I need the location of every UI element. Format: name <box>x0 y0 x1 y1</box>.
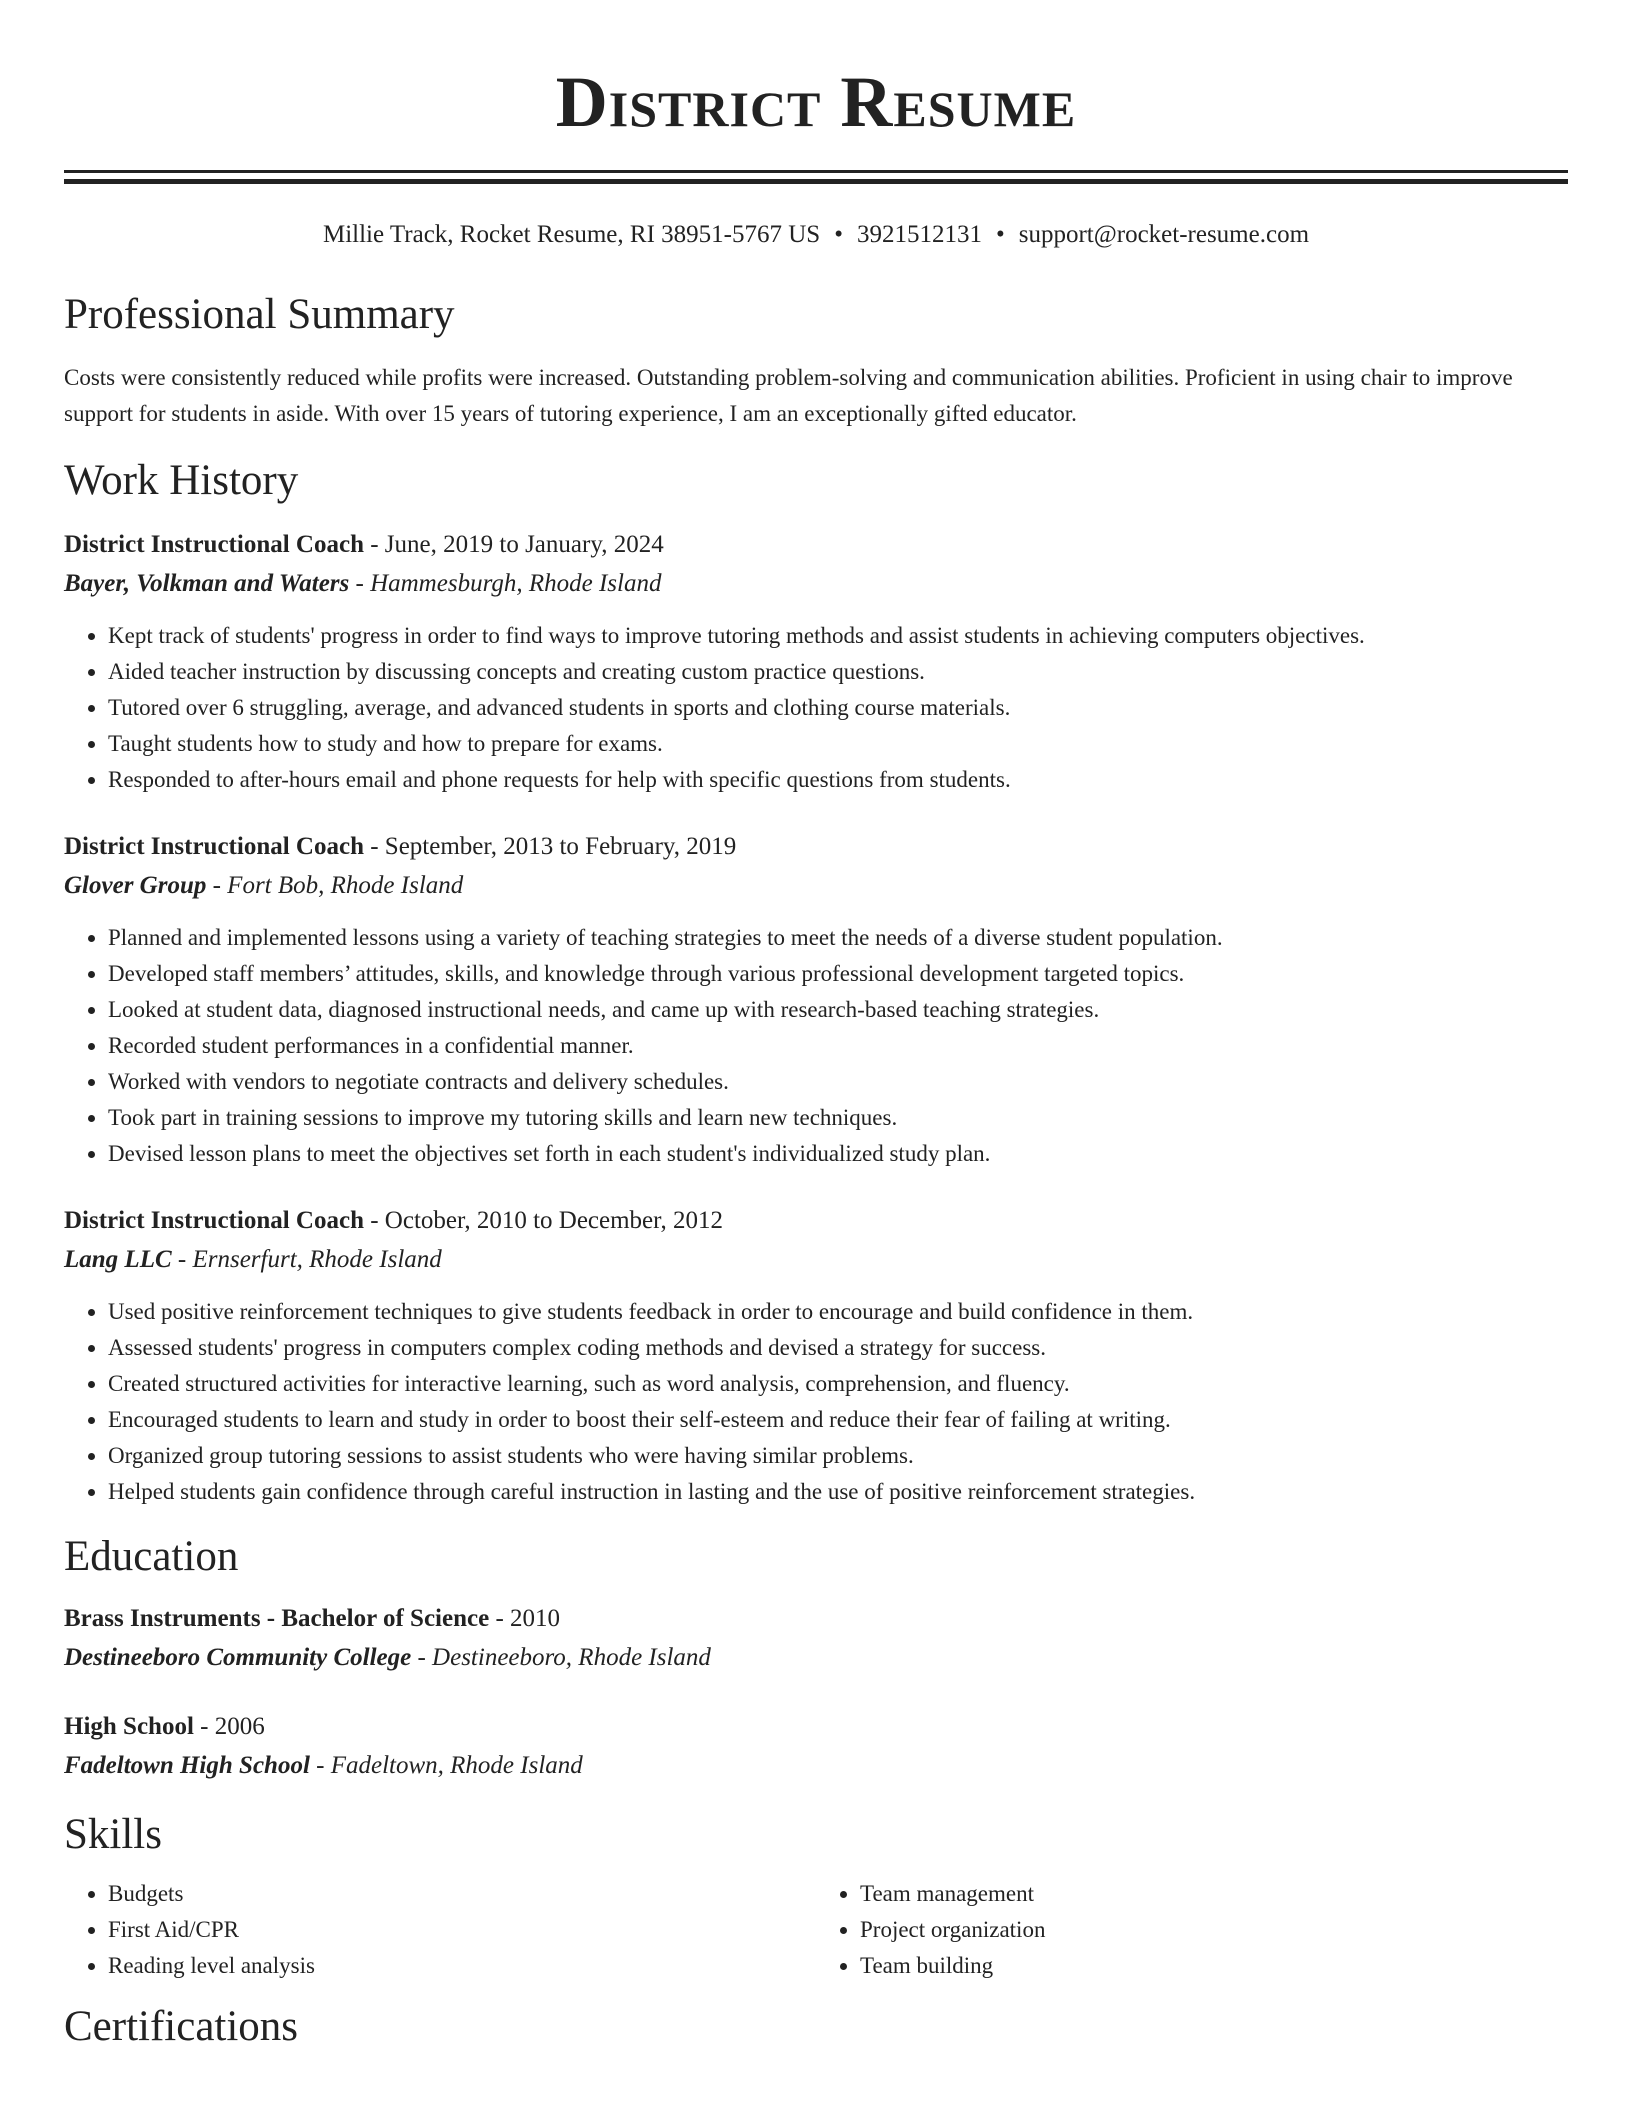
job-bullet: • Encouraged students to learn and study in order to boost their self-esteem and reduce their fear of failing at writing. <box>108 1402 1568 1438</box>
job-bullets <box>64 920 1568 1172</box>
job-bullet: • Responded to after-hours email and phone requests for help with specific questions from students. <box>108 762 1568 798</box>
job-location: - Ernserfurt, Rhode Island <box>171 1246 442 1273</box>
contact-email: support@rocket-resume.com <box>1018 221 1310 248</box>
skills-heading: Skills <box>64 1811 162 1858</box>
job-bullet: • Used positive reinforcement techniques to give students feedback in order to encourage and build confidence in them. <box>108 1294 1568 1330</box>
skill-item: • Team building <box>860 1948 1568 1984</box>
job-entry <box>64 526 1568 798</box>
job-bullet: • Created structured activities for interactive learning, such as word analysis, comprehension, and fluency. <box>108 1366 1568 1402</box>
contact-separator: • <box>995 221 1005 248</box>
skills-columns <box>64 1870 1568 1984</box>
job-company: Bayer, Volkman and Waters <box>64 570 350 597</box>
education-location: - Destineeboro, Rhode Island <box>411 1644 711 1671</box>
summary-text: Costs were consistently reduced while profits were increased. Outstanding problem-solving and communication abilities. Proficient in using chair to improve support for students in aside. With over 15 years of tutoring experience, I am an exceptionally gifted educator. <box>64 365 1513 426</box>
job-bullet: • Devised lesson plans to meet the objectives set forth in each student's individualized study plan. <box>108 1136 1568 1172</box>
education-degree: High School <box>64 1713 194 1740</box>
education-heading: Education <box>64 1533 239 1580</box>
job-bullet: • Planned and implemented lessons using a variety of teaching strategies to meet the needs of a diverse student population. <box>108 920 1568 956</box>
job-company: Lang LLC <box>64 1246 172 1273</box>
job-bullet: • Developed staff members’ attitudes, skills, and knowledge through various professional development targeted topics. <box>108 956 1568 992</box>
job-bullet: • Took part in training sessions to improve my tutoring skills and learn new techniques. <box>108 1100 1568 1136</box>
job-title: District Instructional Coach <box>64 1207 364 1234</box>
education-year: - 2010 <box>489 1605 561 1632</box>
job-title: District Instructional Coach <box>64 531 364 558</box>
job-bullet: • Worked with vendors to negotiate contracts and delivery schedules. <box>108 1064 1568 1100</box>
job-entry <box>64 1202 1568 1510</box>
job-bullets <box>64 618 1568 798</box>
job-entry <box>64 828 1568 1172</box>
education-degree-line <box>64 1708 1568 1746</box>
job-bullet: • Aided teacher instruction by discussing concepts and creating custom practice questions. <box>108 654 1568 690</box>
job-bullet: • Taught students how to study and how to prepare for exams. <box>108 726 1568 762</box>
skill-item: • Project organization <box>860 1912 1568 1948</box>
certifications-heading: Certifications <box>64 2003 299 2050</box>
skill-item: • Team management <box>860 1876 1568 1912</box>
skill-item: • Budgets <box>108 1876 816 1912</box>
job-location: - Fort Bob, Rhode Island <box>206 872 464 899</box>
education-school: Destineeboro Community College <box>64 1644 412 1671</box>
contact-separator: • <box>834 221 843 248</box>
job-title: District Instructional Coach <box>64 833 364 860</box>
skill-item: • Reading level analysis <box>108 1948 816 1984</box>
job-employer-line <box>64 1240 1568 1280</box>
job-employer-line <box>64 564 1568 604</box>
job-dates: - September, 2013 to February, 2019 <box>363 833 737 860</box>
job-dates: - June, 2019 to January, 2024 <box>363 531 664 558</box>
job-bullet: • Assessed students' progress in computers complex coding methods and devised a strategy for success. <box>108 1330 1568 1366</box>
education-entry <box>64 1708 1568 1786</box>
job-bullets <box>64 1294 1568 1510</box>
work-history-heading: Work History <box>64 457 299 504</box>
resume-title: District Resume <box>555 62 1077 142</box>
education-year: - 2006 <box>193 1713 265 1740</box>
contact-line <box>64 220 1568 250</box>
title-rule-thick <box>64 179 1568 184</box>
job-role-line <box>64 526 1568 564</box>
education-location: - Fadeltown, Rhode Island <box>309 1752 583 1779</box>
job-employer-line <box>64 866 1568 906</box>
job-bullet: • Organized group tutoring sessions to assist students who were having similar problems. <box>108 1438 1568 1474</box>
job-bullet: • Kept track of students' progress in order to find ways to improve tutoring methods and assist students in achieving computers objectives. <box>108 618 1568 654</box>
education-entry <box>64 1600 1568 1678</box>
job-company: Glover Group <box>64 872 207 899</box>
contact-address: Millie Track, Rocket Resume, RI 38951-5767 US <box>322 221 821 248</box>
title-rule-thin <box>64 170 1568 173</box>
education-school: Fadeltown High School <box>64 1752 310 1779</box>
job-bullet: • Looked at student data, diagnosed instructional needs, and came up with research-based teaching strategies. <box>108 992 1568 1028</box>
education-school-line <box>64 1638 1568 1678</box>
skill-item: • First Aid/CPR <box>108 1912 816 1948</box>
summary-heading: Professional Summary <box>64 291 455 338</box>
job-role-line <box>64 828 1568 866</box>
job-dates: - October, 2010 to December, 2012 <box>363 1207 723 1234</box>
education-school-line <box>64 1746 1568 1786</box>
resume-page <box>64 0 1568 2052</box>
job-bullet: • Recorded student performances in a confidential manner. <box>108 1028 1568 1064</box>
contact-phone: 3921512131 <box>856 221 982 248</box>
job-bullet: • Helped students gain confidence through careful instruction in lasting and the use of positive reinforcement strategies. <box>108 1474 1568 1510</box>
education-degree: Brass Instruments - Bachelor of Science <box>64 1605 490 1632</box>
skills-list-right <box>816 1876 1568 1984</box>
job-role-line <box>64 1202 1568 1240</box>
skills-list-left <box>64 1876 816 1984</box>
job-bullet: • Tutored over 6 struggling, average, and advanced students in sports and clothing course materials. <box>108 690 1568 726</box>
education-degree-line <box>64 1600 1568 1638</box>
job-location: - Hammesburgh, Rhode Island <box>349 570 662 597</box>
